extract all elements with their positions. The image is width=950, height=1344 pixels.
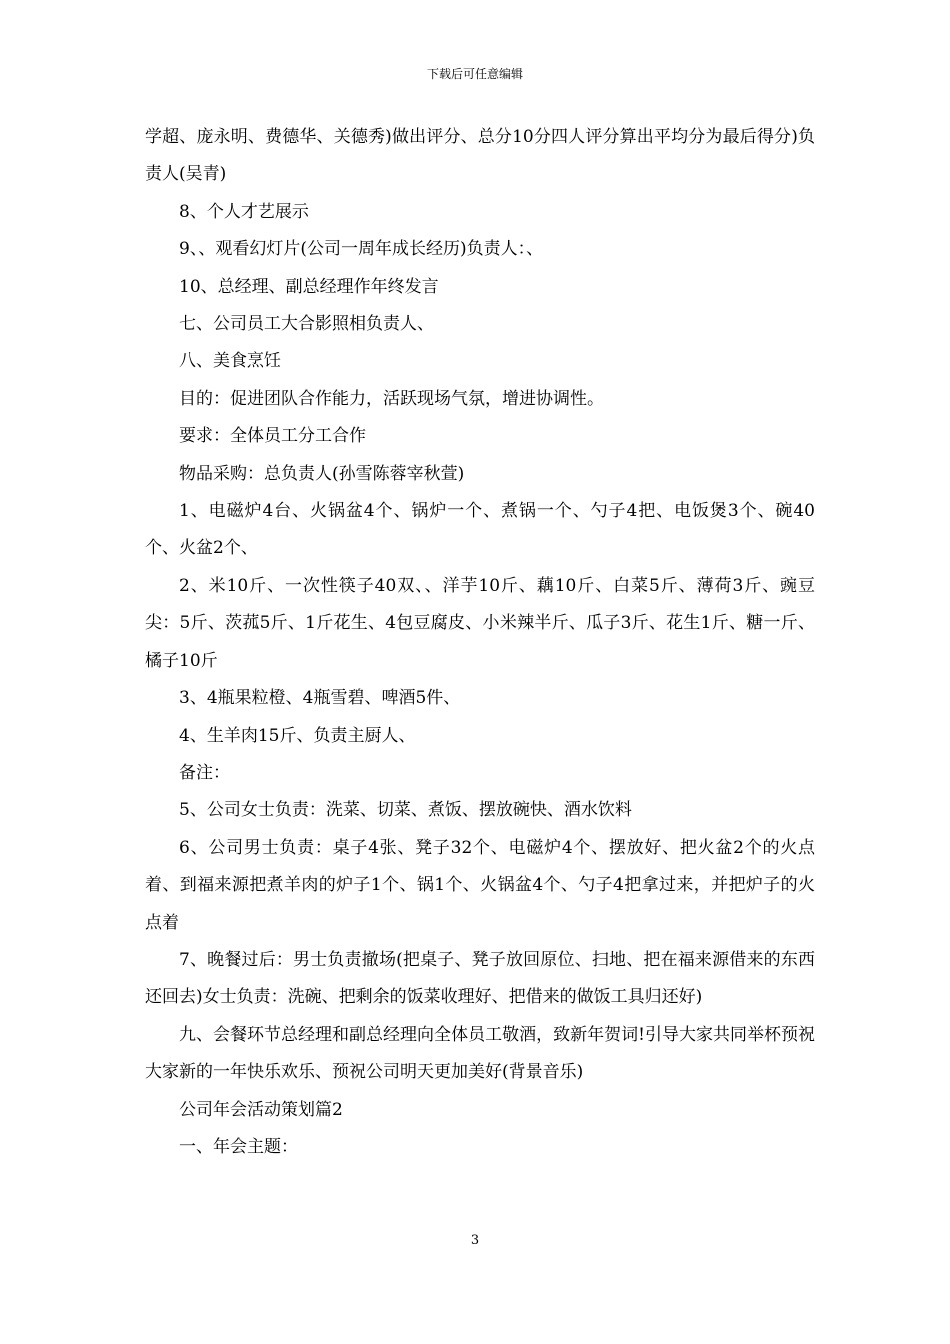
paragraph: 目的：促进团队合作能力，活跃现场气氛，增进协调性。 xyxy=(179,388,604,409)
document-body xyxy=(145,119,815,1166)
paragraph: 10、总经理、副总经理作年终发言 xyxy=(179,276,439,297)
paragraph: 1、电磁炉4台、火锅盆4个、锅炉一个、煮锅一个、勺子4把、电饭煲3个、碗40个、火盆2个、 xyxy=(145,501,815,559)
paragraph: 4、生羊肉15斤、负责主厨人、 xyxy=(179,725,416,746)
page-header: 下载后可任意编辑 xyxy=(426,67,523,81)
paragraph: 九、会餐环节总经理和副总经理向全体员工敬酒，致新年贺词!引导大家共同举杯预祝大家新的一年快乐欢乐、预祝公司明天更加美好(背景音乐) xyxy=(145,1024,815,1083)
paragraph: 备注： xyxy=(179,762,230,783)
paragraph: 6、公司男士负责：桌子4张、凳子32个、电磁炉4个、摆放好、把火盆2个的火点着、到福来源把煮羊肉的炉子1个、锅1个、火锅盆4个、勺子4把拿过来，并把炉子的火点着 xyxy=(145,837,815,933)
paragraph: 8、个人才艺展示 xyxy=(179,201,309,222)
paragraph: 公司年会活动策划篇2 xyxy=(179,1099,343,1120)
paragraph: 学超、庞永明、费德华、关德秀)做出评分、总分10分四人评分算出平均分为最后得分)负责人(吴青) xyxy=(145,127,815,185)
paragraph: 2、米10斤、一次性筷子40双、、洋芋10斤、藕10斤、白菜5斤、薄荷3斤、豌豆尖：5斤、茨菰5斤、1斤花生、4包豆腐皮、小米辣半斤、瓜子3斤、花生1斤、糖一斤、橘子10斤 xyxy=(145,575,815,671)
paragraph: 9、、观看幻灯片(公司一周年成长经历)负责人：、 xyxy=(179,239,544,260)
paragraph: 7、晚餐过后：男士负责撤场(把桌子、凳子放回原位、扫地、把在福来源借来的东西还回去)女士负责：洗碗、把剩余的饭菜收理好、把借来的做饭工具归还好) xyxy=(145,949,815,1008)
paragraph: 一、年会主题： xyxy=(179,1136,298,1157)
paragraph: 八、美食烹饪 xyxy=(179,351,281,372)
paragraph: 七、公司员工大合影照相负责人、 xyxy=(179,314,434,335)
paragraph: 3、4瓶果粒橙、4瓶雪碧、啤酒5件、 xyxy=(179,688,461,709)
paragraph: 要求：全体员工分工合作 xyxy=(179,426,366,447)
paragraph: 物品采购：总负责人(孙雪陈蓉宰秋萱) xyxy=(179,463,465,484)
page-number: 3 xyxy=(470,1233,480,1248)
paragraph: 5、公司女士负责：洗菜、切菜、煮饭、摆放碗快、酒水饮料 xyxy=(179,800,632,821)
